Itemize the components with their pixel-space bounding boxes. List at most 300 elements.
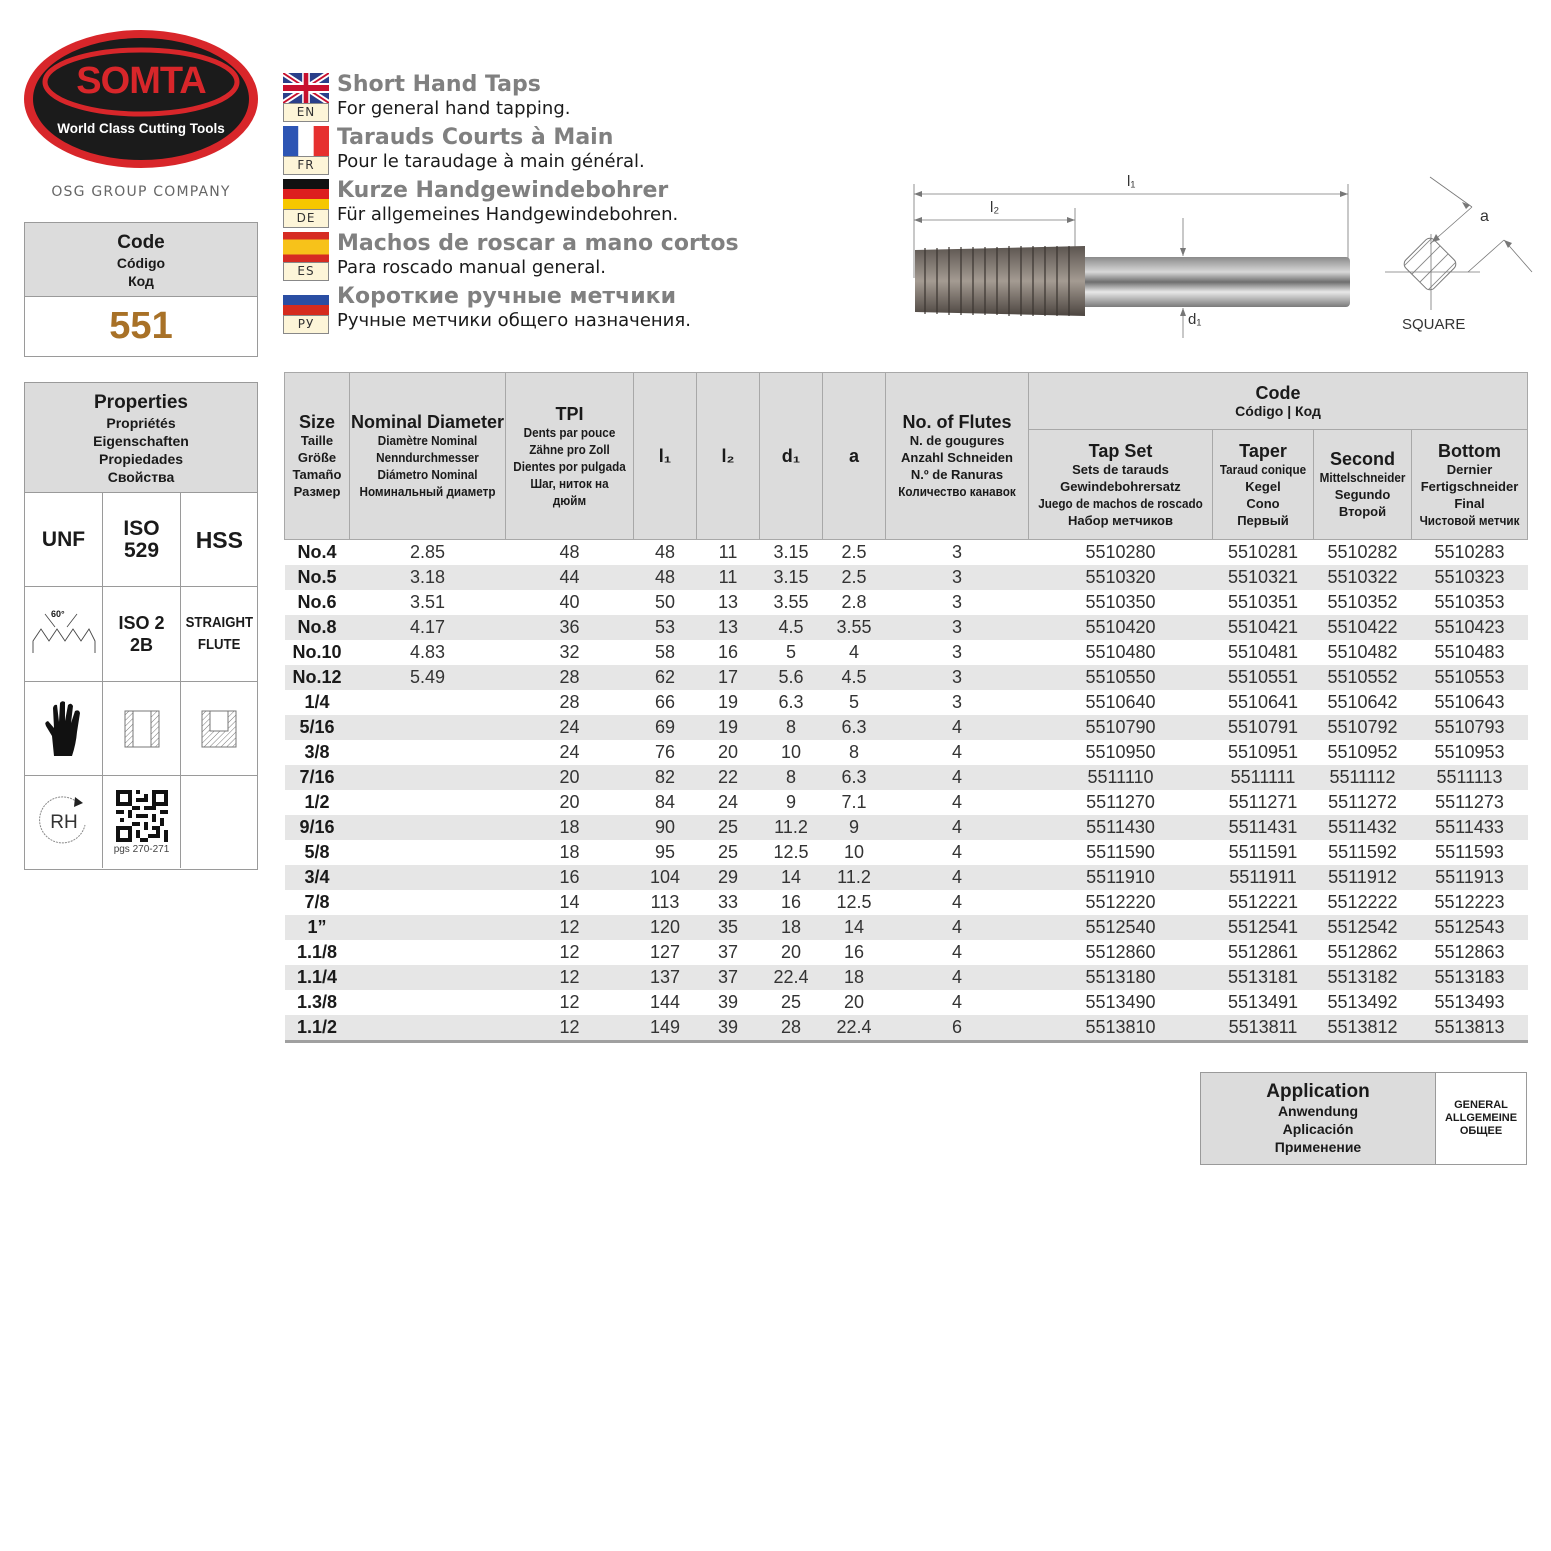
col-tapset-label: Tap Set — [1088, 440, 1153, 461]
cell-l2: 25 — [697, 815, 760, 840]
cell-d1: 10 — [780, 742, 802, 762]
cell-tap-set-code: 5511430 — [1029, 815, 1213, 840]
col-flutes-label: No. of Flutes — [902, 412, 1012, 432]
germany-flag-icon — [283, 179, 329, 209]
cell-size: No.4 — [297, 542, 337, 562]
cell-taper-code: 5512861 — [1227, 942, 1299, 962]
cell-tap-set-code: 5513490 — [1085, 992, 1156, 1012]
properties-heading: Properties — [94, 392, 188, 413]
col-size-es: Tamaño — [292, 467, 342, 482]
cell-bottom-code: 5511433 — [1412, 815, 1528, 840]
cell-l1: 66 — [654, 692, 676, 712]
uk-flag-icon — [283, 73, 329, 103]
cell-size: 7/16 — [285, 765, 350, 790]
cell-a: 3.55 — [823, 615, 886, 640]
cell-l2: 37 — [717, 942, 739, 962]
cell-d1: 28 — [760, 1015, 823, 1042]
cell-bottom-code: 5510553 — [1412, 665, 1528, 690]
cell-tap-set-code: 5513180 — [1029, 965, 1213, 990]
col-size-de: Größe — [297, 450, 337, 465]
cell-tpi: 48 — [559, 542, 580, 562]
material-cell — [181, 493, 258, 587]
cell-nominal-diameter — [350, 840, 506, 865]
cell-tap-set-code: 5513810 — [1029, 1015, 1213, 1042]
properties-heading-fr: Propriétés — [106, 415, 176, 431]
cell-l1: 113 — [650, 892, 680, 912]
cell-l2: 19 — [717, 692, 739, 712]
standard-line2: 529 — [123, 538, 160, 562]
cell-taper-code: 5512221 — [1227, 892, 1299, 912]
properties-heading-ru: Свойства — [107, 469, 175, 485]
cell-tpi: 12 — [559, 992, 580, 1012]
cell-taper-code: 5510281 — [1227, 542, 1299, 562]
table-row — [285, 640, 1528, 665]
cell-l1: 137 — [634, 965, 697, 990]
table-row — [285, 915, 1528, 940]
cell-tpi: 28 — [506, 665, 634, 690]
cell-a: 2.5 — [841, 542, 867, 562]
title-ru: Короткие ручные метчики — [337, 284, 677, 309]
code-box-header — [25, 223, 257, 297]
col-taper-es: Cono — [1246, 495, 1280, 511]
cell-taper-code: 5513491 — [1227, 992, 1299, 1012]
cell-second-code: 5511112 — [1314, 765, 1412, 790]
cell-size: 1.1/4 — [285, 965, 350, 990]
col-tpi-de: Zähne pro Zoll — [529, 441, 610, 457]
cell-l1: 127 — [649, 942, 681, 962]
cell-tap-set-code: 5510420 — [1029, 615, 1213, 640]
cell-l1: 144 — [649, 992, 681, 1012]
col-tap-set — [1029, 430, 1213, 540]
cell-flutes: 3 — [951, 642, 962, 662]
table-row — [285, 1015, 1528, 1042]
col-nominal-label: Nominal Diameter — [350, 412, 505, 432]
cell-d1: 4.5 — [760, 615, 823, 640]
cell-nominal-diameter: 2.85 — [409, 542, 446, 562]
cell-l1: 58 — [654, 642, 676, 662]
cell-second-code: 5510282 — [1327, 542, 1398, 562]
col-tapset-es: Juego de machos de roscado — [1038, 495, 1203, 511]
cell-tap-set-code: 5510640 — [1085, 692, 1156, 712]
cell-tap-set-code: 5510480 — [1085, 642, 1156, 662]
cell-taper-code: 5510321 — [1213, 565, 1314, 590]
cell-taper-code: 5510481 — [1227, 642, 1299, 662]
cell-second-code: 5510792 — [1314, 715, 1412, 740]
flute-line2: FLUTE — [198, 636, 241, 653]
rotation-cell — [25, 776, 103, 868]
blind-hole-icon — [201, 710, 237, 748]
application-header — [1201, 1073, 1436, 1164]
table-row — [285, 740, 1528, 765]
application-value-en: GENERAL — [1454, 1099, 1508, 1111]
cell-a: 5 — [848, 692, 859, 712]
cell-tap-set-code: 5512220 — [1085, 892, 1156, 912]
cell-l2: 19 — [697, 715, 760, 740]
cell-size: 1” — [285, 915, 350, 940]
cell-tpi: 16 — [506, 865, 634, 890]
cell-flutes: 3 — [886, 665, 1029, 690]
cell-tpi: 32 — [559, 642, 580, 662]
properties-heading-de: Eigenschaften — [93, 433, 189, 449]
col-taper-ru: Первый — [1237, 512, 1289, 528]
code-heading: Code — [117, 232, 165, 253]
lang-tag-fr: FR — [283, 156, 329, 175]
cell-size: No.6 — [297, 592, 337, 612]
cell-bottom-code: 5512543 — [1412, 915, 1528, 940]
col-nominal-es: Diámetro Nominal — [377, 467, 478, 482]
application-heading-es: Aplicación — [1282, 1121, 1354, 1137]
rotation-label: RH — [50, 812, 78, 833]
cell-tpi: 12 — [506, 1015, 634, 1042]
col-tapset-fr: Sets de tarauds — [1072, 461, 1169, 477]
col-nominal-diameter — [350, 373, 506, 540]
table-row — [285, 540, 1528, 566]
lang-tag-de: DE — [283, 209, 329, 228]
spain-flag-icon — [283, 232, 329, 262]
cell-second-code: 5512222 — [1327, 892, 1398, 912]
cell-nominal-diameter — [350, 1015, 506, 1042]
blind-hole-cell — [181, 682, 258, 776]
col-second-label: Second — [1329, 449, 1395, 470]
col-nominal-ru: Номинальный диаметр — [359, 484, 496, 499]
cell-flutes: 3 — [951, 542, 962, 562]
cell-flutes: 4 — [886, 865, 1029, 890]
lang-en — [283, 73, 903, 126]
cell-a: 11.2 — [823, 865, 886, 890]
table-row — [285, 565, 1528, 590]
cell-nominal-diameter: 3.51 — [409, 592, 446, 612]
col-code-sub: Código | Код — [1235, 402, 1321, 419]
cell-a: 2.8 — [841, 592, 867, 612]
table-row — [285, 590, 1528, 615]
cell-bottom-code: 5510353 — [1434, 592, 1505, 612]
cell-size: 3/8 — [304, 742, 330, 762]
lang-tag-en: EN — [283, 103, 329, 122]
cell-d1: 9 — [785, 792, 796, 812]
cell-tpi: 20 — [506, 765, 634, 790]
group-company-label: OSG GROUP COMPANY — [51, 184, 231, 200]
cell-size: 3/4 — [285, 865, 350, 890]
cell-bottom-code: 5512863 — [1434, 942, 1505, 962]
hand-icon — [44, 700, 84, 758]
cell-a: 4.5 — [823, 665, 886, 690]
cell-d1: 3.55 — [773, 592, 809, 612]
cell-bottom-code: 5511913 — [1412, 865, 1528, 890]
brand-tagline: World Class Cutting Tools — [57, 121, 225, 136]
subtitle-ru: Ручные метчики общего назначения. — [337, 310, 691, 331]
cell-l2: 13 — [717, 592, 739, 612]
cell-second-code: 5511592 — [1328, 842, 1397, 862]
cell-tpi: 12 — [506, 915, 634, 940]
cell-taper-code: 5510641 — [1227, 692, 1299, 712]
cell-bottom-code: 5513493 — [1434, 992, 1505, 1012]
table-row — [285, 865, 1528, 890]
cell-flutes: 4 — [886, 815, 1029, 840]
table-row — [285, 765, 1528, 790]
cell-d1: 11.2 — [760, 815, 823, 840]
cell-bottom-code: 5510323 — [1412, 565, 1528, 590]
cell-d1: 18 — [760, 915, 823, 940]
col-flutes — [886, 373, 1029, 540]
cell-size: 9/16 — [285, 815, 350, 840]
cell-nominal-diameter: 4.17 — [350, 615, 506, 640]
cell-a: 20 — [843, 992, 865, 1012]
cell-flutes: 3 — [951, 692, 962, 712]
cell-l1: 104 — [634, 865, 697, 890]
cell-nominal-diameter — [350, 715, 506, 740]
cell-second-code: 5510422 — [1314, 615, 1412, 640]
cell-a: 7.1 — [841, 792, 867, 812]
cell-nominal-diameter — [350, 940, 506, 965]
cell-l1: 84 — [654, 792, 676, 812]
cell-tap-set-code: 5510350 — [1085, 592, 1156, 612]
col-a: a — [823, 373, 886, 540]
cell-flutes: 4 — [886, 915, 1029, 940]
cell-bottom-code: 5513813 — [1412, 1015, 1528, 1042]
col-group-code — [1029, 373, 1528, 430]
cell-second-code: 5513812 — [1314, 1015, 1412, 1042]
lang-tag-es: ES — [283, 262, 329, 281]
cell-second-code: 5513492 — [1327, 992, 1398, 1012]
table-row — [285, 815, 1528, 840]
square-section-diagram — [1380, 172, 1540, 342]
col-taper — [1213, 430, 1314, 540]
cell-l2: 39 — [717, 992, 739, 1012]
cell-taper-code: 5510551 — [1213, 665, 1314, 690]
cell-second-code: 5511912 — [1314, 865, 1412, 890]
table-row — [285, 715, 1528, 740]
lang-de — [283, 179, 903, 232]
cell-taper-code: 5511911 — [1213, 865, 1314, 890]
cell-tap-set-code: 5511270 — [1086, 792, 1155, 812]
cell-tap-set-code: 5510280 — [1085, 542, 1156, 562]
cell-second-code: 5510642 — [1327, 692, 1398, 712]
title-fr: Tarauds Courts à Main — [337, 125, 614, 150]
cell-bottom-code: 5513183 — [1412, 965, 1528, 990]
subtitle-en: For general hand tapping. — [337, 98, 571, 119]
cell-l2: 33 — [717, 892, 739, 912]
cell-l2: 25 — [717, 842, 739, 862]
cell-second-code: 5510322 — [1314, 565, 1412, 590]
cell-a: 12.5 — [836, 892, 872, 912]
cell-taper-code: 5511591 — [1228, 842, 1298, 862]
dim-l2-label: l₂ — [990, 199, 1000, 216]
application-value-de: ALLGEMEINE — [1444, 1112, 1518, 1124]
cell-l1: 53 — [634, 615, 697, 640]
cell-tap-set-code: 5511110 — [1029, 765, 1213, 790]
tap-specs-table — [284, 372, 1528, 1043]
cell-size: 7/8 — [304, 892, 330, 912]
col-l2: l₂ — [697, 373, 760, 540]
cell-a: 8 — [848, 742, 859, 762]
cell-taper-code: 5511111 — [1213, 765, 1314, 790]
lang-es — [283, 232, 903, 285]
cell-a: 22.4 — [823, 1015, 886, 1042]
col-nominal-fr: Diamètre Nominal — [377, 433, 478, 448]
cell-second-code: 5511432 — [1314, 815, 1412, 840]
col-nominal-de: Nenndurchmesser — [376, 450, 479, 465]
cell-bottom-code: 5510643 — [1434, 692, 1505, 712]
properties-box — [24, 382, 258, 870]
col-size-fr: Taille — [300, 433, 334, 448]
col-second-de: Mittelschneider — [1319, 470, 1406, 486]
cell-bottom-code: 5511273 — [1435, 792, 1504, 812]
cell-l2: 20 — [717, 742, 739, 762]
cell-d1: 12.5 — [773, 842, 809, 862]
cell-second-code: 5510482 — [1327, 642, 1398, 662]
cell-nominal-diameter — [350, 740, 506, 765]
cell-size: 1/4 — [304, 692, 330, 712]
cell-nominal-diameter: 3.18 — [350, 565, 506, 590]
thread-type-cell — [25, 493, 103, 587]
cell-tpi: 20 — [559, 792, 580, 812]
cell-flutes: 6 — [886, 1015, 1029, 1042]
col-size — [285, 373, 350, 540]
cell-nominal-diameter — [350, 965, 506, 990]
cell-nominal-diameter — [350, 690, 506, 715]
col-tpi-label: TPI — [555, 403, 584, 424]
tolerance-cell — [103, 587, 181, 682]
qr-code-icon[interactable] — [116, 790, 168, 842]
application-box — [1200, 1072, 1527, 1165]
cell-taper-code: 5513811 — [1213, 1015, 1314, 1042]
cell-tpi: 12 — [506, 965, 634, 990]
code-box — [24, 222, 258, 357]
standard-line1: ISO — [123, 516, 160, 540]
cell-flutes: 3 — [886, 565, 1029, 590]
cell-d1: 6.3 — [778, 692, 804, 712]
thread-angle-cell — [25, 587, 103, 682]
cell-flutes: 4 — [951, 992, 962, 1012]
cell-size: 1.1/8 — [296, 942, 338, 962]
cell-tpi: 24 — [506, 715, 634, 740]
cell-nominal-diameter: 4.83 — [409, 642, 446, 662]
col-l1: l₁ — [634, 373, 697, 540]
flute-type-cell — [181, 587, 258, 682]
square-label: SQUARE — [1402, 316, 1466, 333]
title-de: Kurze Handgewindebohrer — [337, 178, 669, 203]
cell-bottom-code: 5510483 — [1434, 642, 1505, 662]
col-flutes-fr: N. de gougures — [909, 433, 1005, 448]
somta-logo — [22, 28, 260, 170]
cell-second-code: 5510952 — [1327, 742, 1398, 762]
col-bottom — [1412, 430, 1528, 540]
cell-d1: 22.4 — [760, 965, 823, 990]
col-tapset-ru: Набор метчиков — [1068, 512, 1173, 528]
cell-tap-set-code: 5510950 — [1085, 742, 1156, 762]
col-bottom-fr: Dernier — [1446, 461, 1493, 477]
cell-taper-code: 5513181 — [1213, 965, 1314, 990]
col-tpi-fr: Dents par pouce — [523, 424, 616, 440]
cell-d1: 8 — [760, 765, 823, 790]
cell-taper-code: 5510421 — [1213, 615, 1314, 640]
cell-a: 14 — [823, 915, 886, 940]
cell-tpi: 28 — [559, 692, 580, 712]
cell-tpi: 12 — [559, 942, 580, 962]
cell-tap-set-code: 5510790 — [1029, 715, 1213, 740]
cell-size: No.8 — [285, 615, 350, 640]
application-heading-de: Anwendung — [1277, 1103, 1359, 1119]
code-value: 551 — [109, 305, 173, 347]
cell-bottom-code: 5510423 — [1412, 615, 1528, 640]
through-hole-icon — [124, 710, 160, 748]
col-code-label: Code — [1255, 382, 1301, 403]
col-bottom-ru: Чистовой метчик — [1419, 512, 1520, 528]
cell-size: 5/16 — [285, 715, 350, 740]
cell-tpi: 24 — [559, 742, 580, 762]
application-value-ru: ОБЩЕЕ — [1459, 1125, 1503, 1137]
cell-taper-code: 5512541 — [1213, 915, 1314, 940]
cell-a: 16 — [843, 942, 865, 962]
cell-a: 18 — [823, 965, 886, 990]
col-flutes-de: Anzahl Schneiden — [901, 450, 1013, 465]
properties-heading-es: Propiedades — [98, 451, 184, 467]
table-row — [285, 615, 1528, 640]
cell-tpi: 44 — [506, 565, 634, 590]
cell-tpi: 36 — [506, 615, 634, 640]
cell-l2: 13 — [697, 615, 760, 640]
col-tapset-de: Gewindebohrersatz — [1060, 478, 1181, 494]
cell-a: 6.3 — [823, 765, 886, 790]
code-heading-es: Código — [116, 255, 166, 271]
col-size-label: Size — [298, 412, 336, 432]
cell-second-code: 5512542 — [1314, 915, 1412, 940]
qr-cell[interactable] — [103, 776, 181, 868]
cell-d1: 16 — [780, 892, 802, 912]
table-row — [285, 840, 1528, 865]
col-d1: d₁ — [760, 373, 823, 540]
col-taper-de: Kegel — [1245, 478, 1281, 494]
subtitle-de: Für allgemeines Handgewindebohren. — [337, 204, 679, 225]
cell-a: 9 — [823, 815, 886, 840]
cell-second-code: 5512862 — [1327, 942, 1398, 962]
title-es: Machos de roscar a mano cortos — [337, 231, 739, 256]
dim-d1-label: d₁ — [1188, 311, 1202, 328]
cell-l1: 149 — [634, 1015, 697, 1042]
cell-l2: 39 — [697, 1015, 760, 1042]
cell-a: 2.5 — [823, 565, 886, 590]
tap-dimension-diagram — [905, 168, 1365, 343]
square-a-label: a — [1480, 208, 1489, 225]
col-second-ru: Второй — [1338, 504, 1387, 520]
cell-flutes: 4 — [951, 792, 962, 812]
cell-nominal-diameter — [350, 915, 506, 940]
cell-a: 4 — [848, 642, 859, 662]
cell-l2: 29 — [697, 865, 760, 890]
cell-d1: 25 — [780, 992, 802, 1012]
col-flutes-ru: Количество канавок — [898, 484, 1016, 499]
table-row — [285, 890, 1528, 915]
cell-flutes: 4 — [951, 942, 962, 962]
cell-l1: 48 — [654, 542, 676, 562]
cell-bottom-code: 5510283 — [1434, 542, 1505, 562]
cell-d1: 3.15 — [773, 542, 809, 562]
cell-l1: 50 — [654, 592, 676, 612]
cell-l2: 37 — [697, 965, 760, 990]
cell-l1: 82 — [634, 765, 697, 790]
empty-cell — [181, 776, 258, 868]
cell-nominal-diameter — [350, 890, 506, 915]
france-flag-icon — [283, 126, 329, 156]
cell-nominal-diameter — [350, 815, 506, 840]
cell-size: 1/2 — [304, 792, 330, 812]
cell-a: 10 — [843, 842, 865, 862]
cell-l2: 24 — [717, 792, 739, 812]
subtitle-es: Para roscado manual general. — [337, 257, 606, 278]
cell-bottom-code: 5511113 — [1412, 765, 1528, 790]
cell-taper-code: 5510351 — [1227, 592, 1299, 612]
tolerance-line2: 2B — [129, 635, 153, 655]
